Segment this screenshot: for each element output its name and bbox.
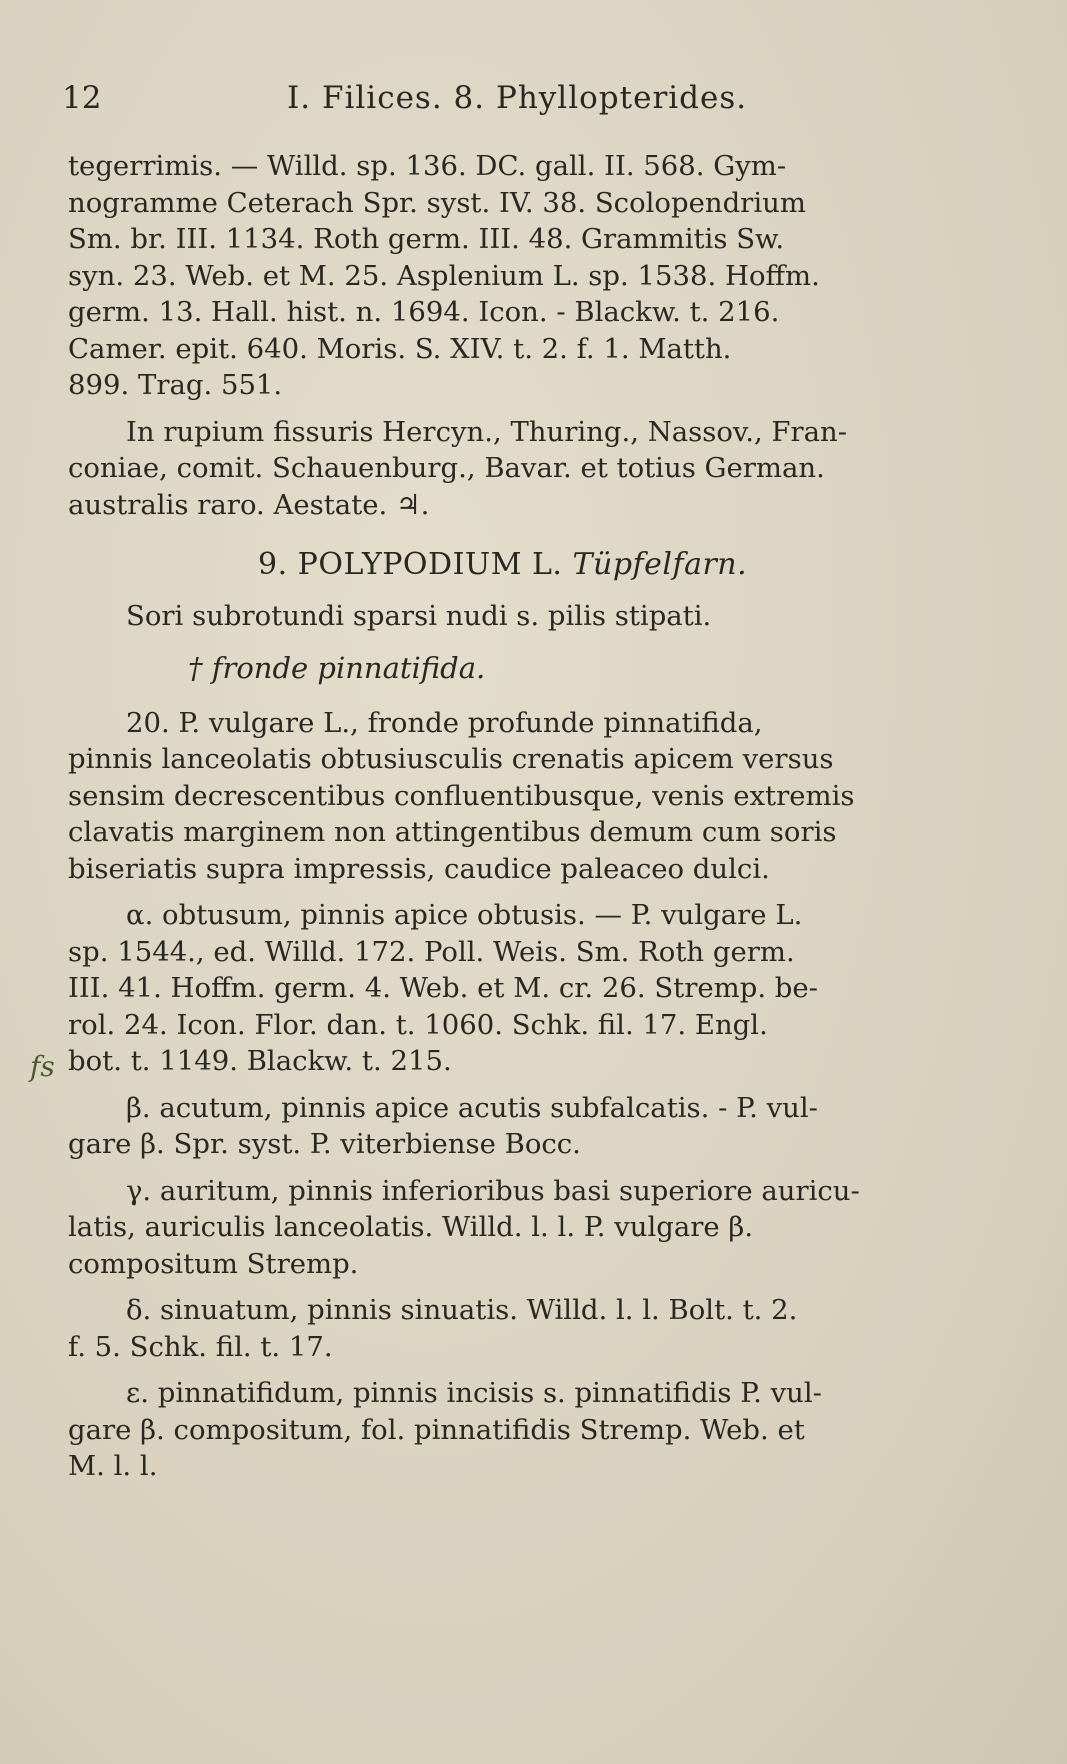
text-line: Sori subrotundi sparsi nudi s. pilis stipati. bbox=[126, 599, 712, 632]
text-line: In rupium fissuris Hercyn., Thuring., Nassov., Fran- bbox=[126, 415, 848, 448]
text-line: rol. 24. Icon. Flor. dan. t. 1060. Schk. fil. 17. Engl. bbox=[68, 1008, 768, 1041]
text-line: f. 5. Schk. fil. t. 17. bbox=[68, 1330, 333, 1363]
margin-annotation: fs bbox=[30, 1050, 55, 1083]
variety-alpha bbox=[68, 897, 998, 1080]
variety-delta bbox=[68, 1292, 998, 1365]
text-line: australis raro. Aestate. ♃. bbox=[68, 488, 430, 521]
section-heading: † fronde pinnatifida. bbox=[188, 651, 486, 685]
text-line: δ. sinuatum, pinnis sinuatis. Willd. l. l. Bolt. t. 2. bbox=[126, 1294, 798, 1326]
habitat-paragraph bbox=[68, 414, 998, 524]
genus-heading bbox=[258, 547, 998, 584]
page-body bbox=[68, 148, 998, 1495]
text-line: bot. t. 1149. Blackw. t. 215. bbox=[68, 1045, 452, 1077]
genus-character bbox=[68, 598, 998, 635]
variety-beta bbox=[68, 1090, 998, 1163]
text-line: compositum Stremp. bbox=[68, 1247, 359, 1280]
text-line: germ. 13. Hall. hist. n. 1694. Icon. - Blackw. t. 216. bbox=[68, 296, 780, 328]
text-line: clavatis marginem non attingentibus demum cum soris bbox=[68, 816, 837, 848]
text-line: tegerrimis. — Willd. sp. 136. DC. gall. II. 568. Gym- bbox=[68, 150, 787, 182]
text-line: gare β. Spr. syst. P. viterbiense Bocc. bbox=[68, 1128, 581, 1160]
text-line: β. acutum, pinnis apice acutis subfalcatis. - P. vul- bbox=[126, 1091, 818, 1124]
page-number: 12 bbox=[62, 80, 102, 116]
text-line: coniae, comit. Schauenburg., Bavar. et totius German. bbox=[68, 452, 825, 484]
text-line: nogramme Ceterach Spr. syst. IV. 38. Scolopendrium bbox=[68, 186, 806, 219]
text-line: Sm. br. III. 1134. Roth germ. III. 48. Grammitis Sw. bbox=[68, 223, 785, 255]
text-line: Camer. epit. 640. Moris. S. XIV. t. 2. f. 1. Matth. bbox=[68, 332, 732, 365]
variety-epsilon bbox=[68, 1375, 998, 1485]
text-line: latis, auriculis lanceolatis. Willd. l. l. P. vulgare β. bbox=[68, 1211, 754, 1243]
text-line: sensim decrescentibus confluentibusque, venis extremis bbox=[68, 779, 855, 812]
text-line: gare β. compositum, fol. pinnatifidis Stremp. Web. et bbox=[68, 1413, 805, 1446]
species-description bbox=[68, 705, 998, 888]
text-line: biseriatis supra impressis, caudice paleaceo dulci. bbox=[68, 852, 770, 885]
running-title: I. Filices. 8. Phyllopterides. bbox=[287, 80, 748, 116]
text-line: pinnis lanceolatis obtusiusculis crenatis apicem versus bbox=[68, 743, 834, 775]
text-line: M. l. l. bbox=[68, 1450, 158, 1482]
page-header bbox=[62, 80, 962, 130]
text-line: syn. 23. Web. et M. 25. Asplenium L. sp. 1538. Hoffm. bbox=[68, 259, 820, 292]
text-line: 899. Trag. 551. bbox=[68, 369, 283, 401]
text-line: ε. pinnatifidum, pinnis incisis s. pinnatifidis P. vul- bbox=[126, 1377, 822, 1409]
variety-gamma bbox=[68, 1173, 998, 1283]
text-line: III. 41. Hoffm. germ. 4. Web. et M. cr. 26. Stremp. be- bbox=[68, 972, 818, 1004]
genus-name: 9. POLYPODIUM L. bbox=[258, 547, 563, 582]
genus-vernacular: Tüpfelfarn. bbox=[572, 547, 748, 582]
text-line: 20. P. vulgare L., fronde profunde pinnatifida, bbox=[126, 706, 763, 739]
text-line: α. obtusum, pinnis apice obtusis. — P. vulgare L. bbox=[126, 899, 803, 931]
text-line: sp. 1544., ed. Willd. 172. Poll. Weis. Sm. Roth germ. bbox=[68, 935, 795, 968]
text-line: γ. auritum, pinnis inferioribus basi superiore auricu- bbox=[126, 1174, 860, 1207]
synonymy-paragraph bbox=[68, 148, 998, 404]
